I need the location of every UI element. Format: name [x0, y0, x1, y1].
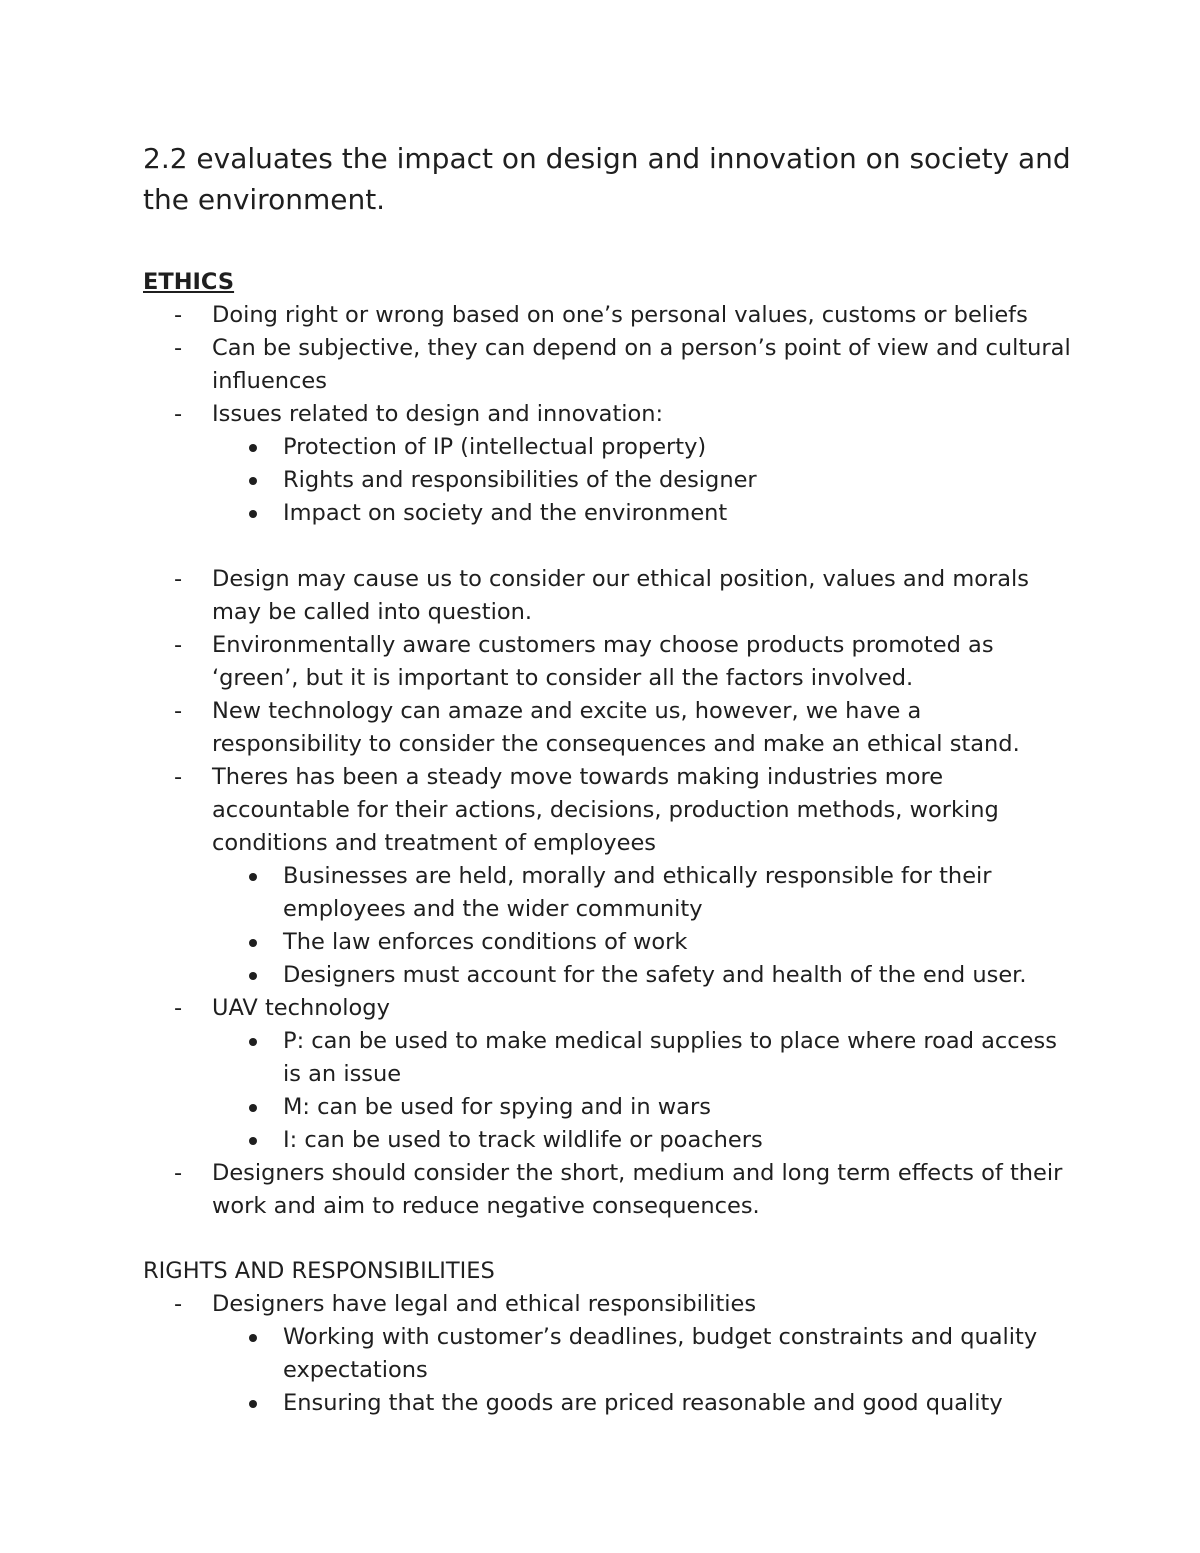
- list-item: [143, 761, 1073, 992]
- rights-heading: RIGHTS AND RESPONSIBILITIES: [143, 1258, 495, 1284]
- list-item: [143, 1288, 1073, 1420]
- ethics-list: [143, 299, 1073, 530]
- list-item-text: Designers have legal and ethical responsibilities: [212, 1291, 757, 1317]
- rights-list: [143, 1288, 1073, 1420]
- list-item: [143, 629, 1073, 695]
- industry-points-list: [283, 860, 1073, 992]
- list-item-text: Environmentally aware customers may choose products promoted as ‘green’, but it is important to consider all the factors involved.: [212, 632, 994, 691]
- ethics-list-continued: [143, 563, 1073, 1223]
- ethics-heading: ETHICS: [143, 269, 235, 295]
- list-item: [143, 398, 1073, 530]
- list-item: P: can be used to make medical supplies to place where road access is an issue: [283, 1025, 1073, 1091]
- document-page: [143, 138, 1073, 1420]
- spacer: [143, 530, 1073, 563]
- list-item: Designers must account for the safety and health of the end user.: [283, 959, 1073, 992]
- list-item: M: can be used for spying and in wars: [283, 1091, 1073, 1124]
- list-item: [143, 992, 1073, 1157]
- list-item-text: Theres has been a steady move towards making industries more accountable for their actions, decisions, production methods, working conditions and treatment of employees: [212, 764, 999, 856]
- list-item: [143, 1157, 1073, 1223]
- list-item: [143, 299, 1073, 332]
- list-item-text: Issues related to design and innovation:: [212, 401, 664, 427]
- list-item: [143, 695, 1073, 761]
- list-item: Protection of IP (intellectual property): [283, 431, 1073, 464]
- page-title: 2.2 evaluates the impact on design and innovation on society and the environment.: [143, 142, 1071, 216]
- issues-list: [283, 431, 1073, 530]
- list-item: [143, 563, 1073, 629]
- list-item-text: Can be subjective, they can depend on a person’s point of view and cultural influences: [212, 335, 1071, 394]
- list-item: Businesses are held, morally and ethically responsible for their employees and the wider community: [283, 860, 1073, 926]
- rights-points-list: [283, 1321, 1073, 1420]
- list-item: [143, 332, 1073, 398]
- list-item: The law enforces conditions of work: [283, 926, 1073, 959]
- list-item: I: can be used to track wildlife or poachers: [283, 1124, 1073, 1157]
- list-item-text: Designers should consider the short, medium and long term effects of their work and aim to reduce negative consequences.: [212, 1160, 1063, 1219]
- list-item-text: UAV technology: [212, 995, 390, 1021]
- list-item: Impact on society and the environment: [283, 497, 1073, 530]
- list-item-text: Doing right or wrong based on one’s personal values, customs or beliefs: [212, 302, 1028, 328]
- list-item-text: New technology can amaze and excite us, however, we have a responsibility to consider the consequences and make an ethical stand.: [212, 698, 1020, 757]
- list-item-text: Design may cause us to consider our ethical position, values and morals may be called into question.: [212, 566, 1030, 625]
- list-item: Working with customer’s deadlines, budget constraints and quality expectations: [283, 1321, 1073, 1387]
- list-item: Rights and responsibilities of the designer: [283, 464, 1073, 497]
- uav-points-list: [283, 1025, 1073, 1157]
- list-item: Ensuring that the goods are priced reasonable and good quality: [283, 1387, 1073, 1420]
